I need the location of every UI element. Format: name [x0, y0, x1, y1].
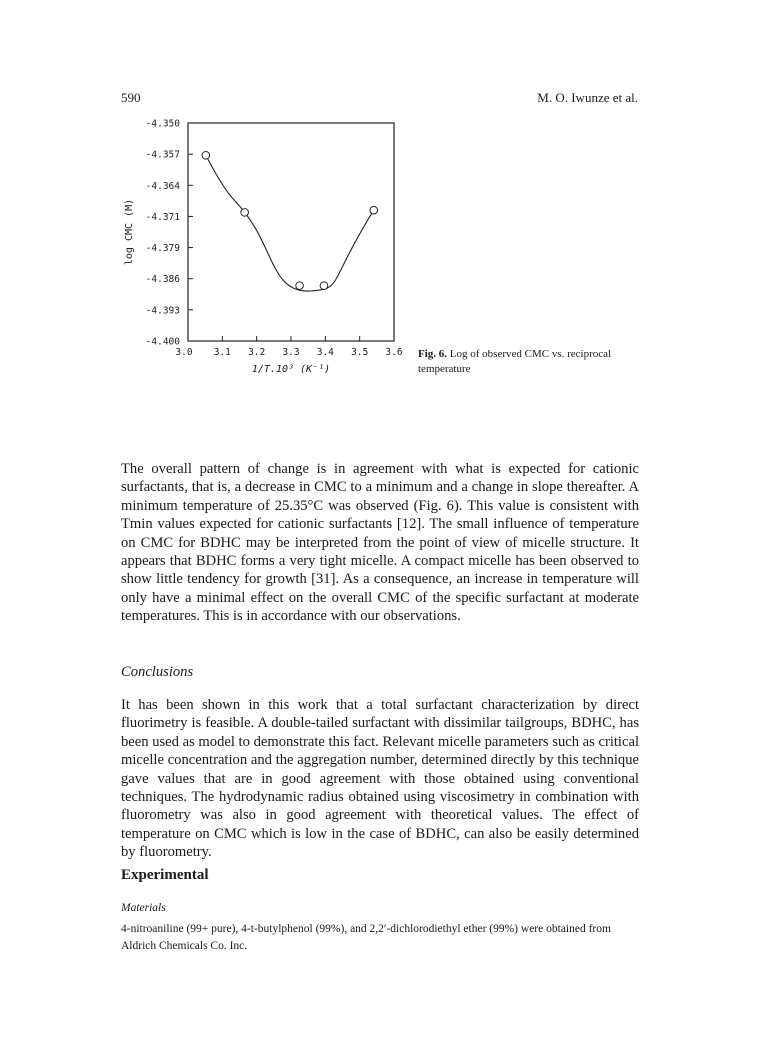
- y-tick-label: -4.364: [145, 180, 180, 192]
- y-tick-label: -4.371: [145, 211, 180, 223]
- x-tick-label: 3.4: [316, 347, 334, 358]
- figure-caption: [418, 347, 643, 377]
- y-tick-label: -4.379: [145, 243, 180, 255]
- x-axis-label: 1/T.10³ (K⁻¹): [251, 364, 331, 375]
- data-point: [320, 282, 328, 290]
- y-tick-label: -4.357: [145, 149, 180, 161]
- y-axis-label: log CMC (M): [124, 198, 135, 266]
- data-point: [296, 282, 304, 290]
- x-tick-label: 3.6: [385, 347, 403, 358]
- x-tick-label: 3.5: [351, 347, 369, 358]
- y-tick-label: -4.400: [145, 336, 180, 348]
- paragraph-conclusions: It has been shown in this work that a total surfactant characterization by direct fluorimetry is feasible. A double-tailed surfactant with dissimilar tailgroups, BDHC, has been used as model to demonstrate this fact. Relevant micelle parameters such as critical micelle concentration and the aggregation number, determined directly by this technique gave values that are in good agreement with those obtained using conventional techniques. The hydrodynamic radius obtained using viscosimetry in combination with fluorometry was also in good agreement with theoretical values. The effect of temperature on CMC which is low in the case of BDHC, can also be easily determined by fluorometry.: [121, 697, 639, 861]
- x-tick-label: 3.3: [282, 347, 300, 358]
- materials-heading: Materials: [121, 902, 166, 914]
- y-tick-label: -4.350: [145, 118, 180, 130]
- page-number: 590: [121, 90, 141, 105]
- y-tick-label: -4.386: [145, 274, 180, 286]
- plot-frame: [188, 123, 394, 341]
- materials-text: 4-nitroaniline (99+ pure), 4-t-butylphenol (99%), and 2,2′-dichlorodiethyl ether (99%) were obtained from Aldrich Chemicals Co. Inc.: [121, 923, 611, 952]
- x-tick-label: 3.1: [213, 347, 231, 358]
- x-tick-label: 3.0: [175, 347, 193, 358]
- running-head: M. O. Iwunze et al.: [537, 90, 638, 105]
- experimental-heading: Experimental: [121, 867, 209, 883]
- x-tick-label: 3.2: [248, 347, 266, 358]
- figure-6-chart: [108, 112, 418, 392]
- paragraph-temperature-effect: The overall pattern of change is in agreement with what is expected for cationic surfactants, that is, a decrease in CMC to a minimum and a change in slope thereafter. A minimum temperature of 25.35°C was observed (Fig. 6). This value is consistent with Tmin values expected for cationic surfactants [12]. The small influence of temperature on CMC for BDHC may be interpreted from the point of view of micelle structure. It appears that BDHC forms a very tight micelle. A compact micelle has been observed to show little tendency for growth [31]. As a consequence, an increase in temperature will only have a minimal effect on the overall CMC of the specific surfactant at moderate temperatures. This is in accordance with our observations.: [121, 461, 639, 625]
- caption-text: Log of observed CMC vs. reciprocal temperature: [418, 348, 612, 375]
- conclusions-heading: Conclusions: [121, 664, 194, 680]
- page-header: [121, 90, 638, 110]
- caption-label: Fig. 6.: [418, 348, 448, 360]
- fit-curve: [206, 155, 374, 291]
- data-point: [202, 151, 210, 159]
- data-point: [241, 209, 249, 217]
- y-tick-label: -4.393: [145, 305, 180, 317]
- data-point: [370, 206, 378, 214]
